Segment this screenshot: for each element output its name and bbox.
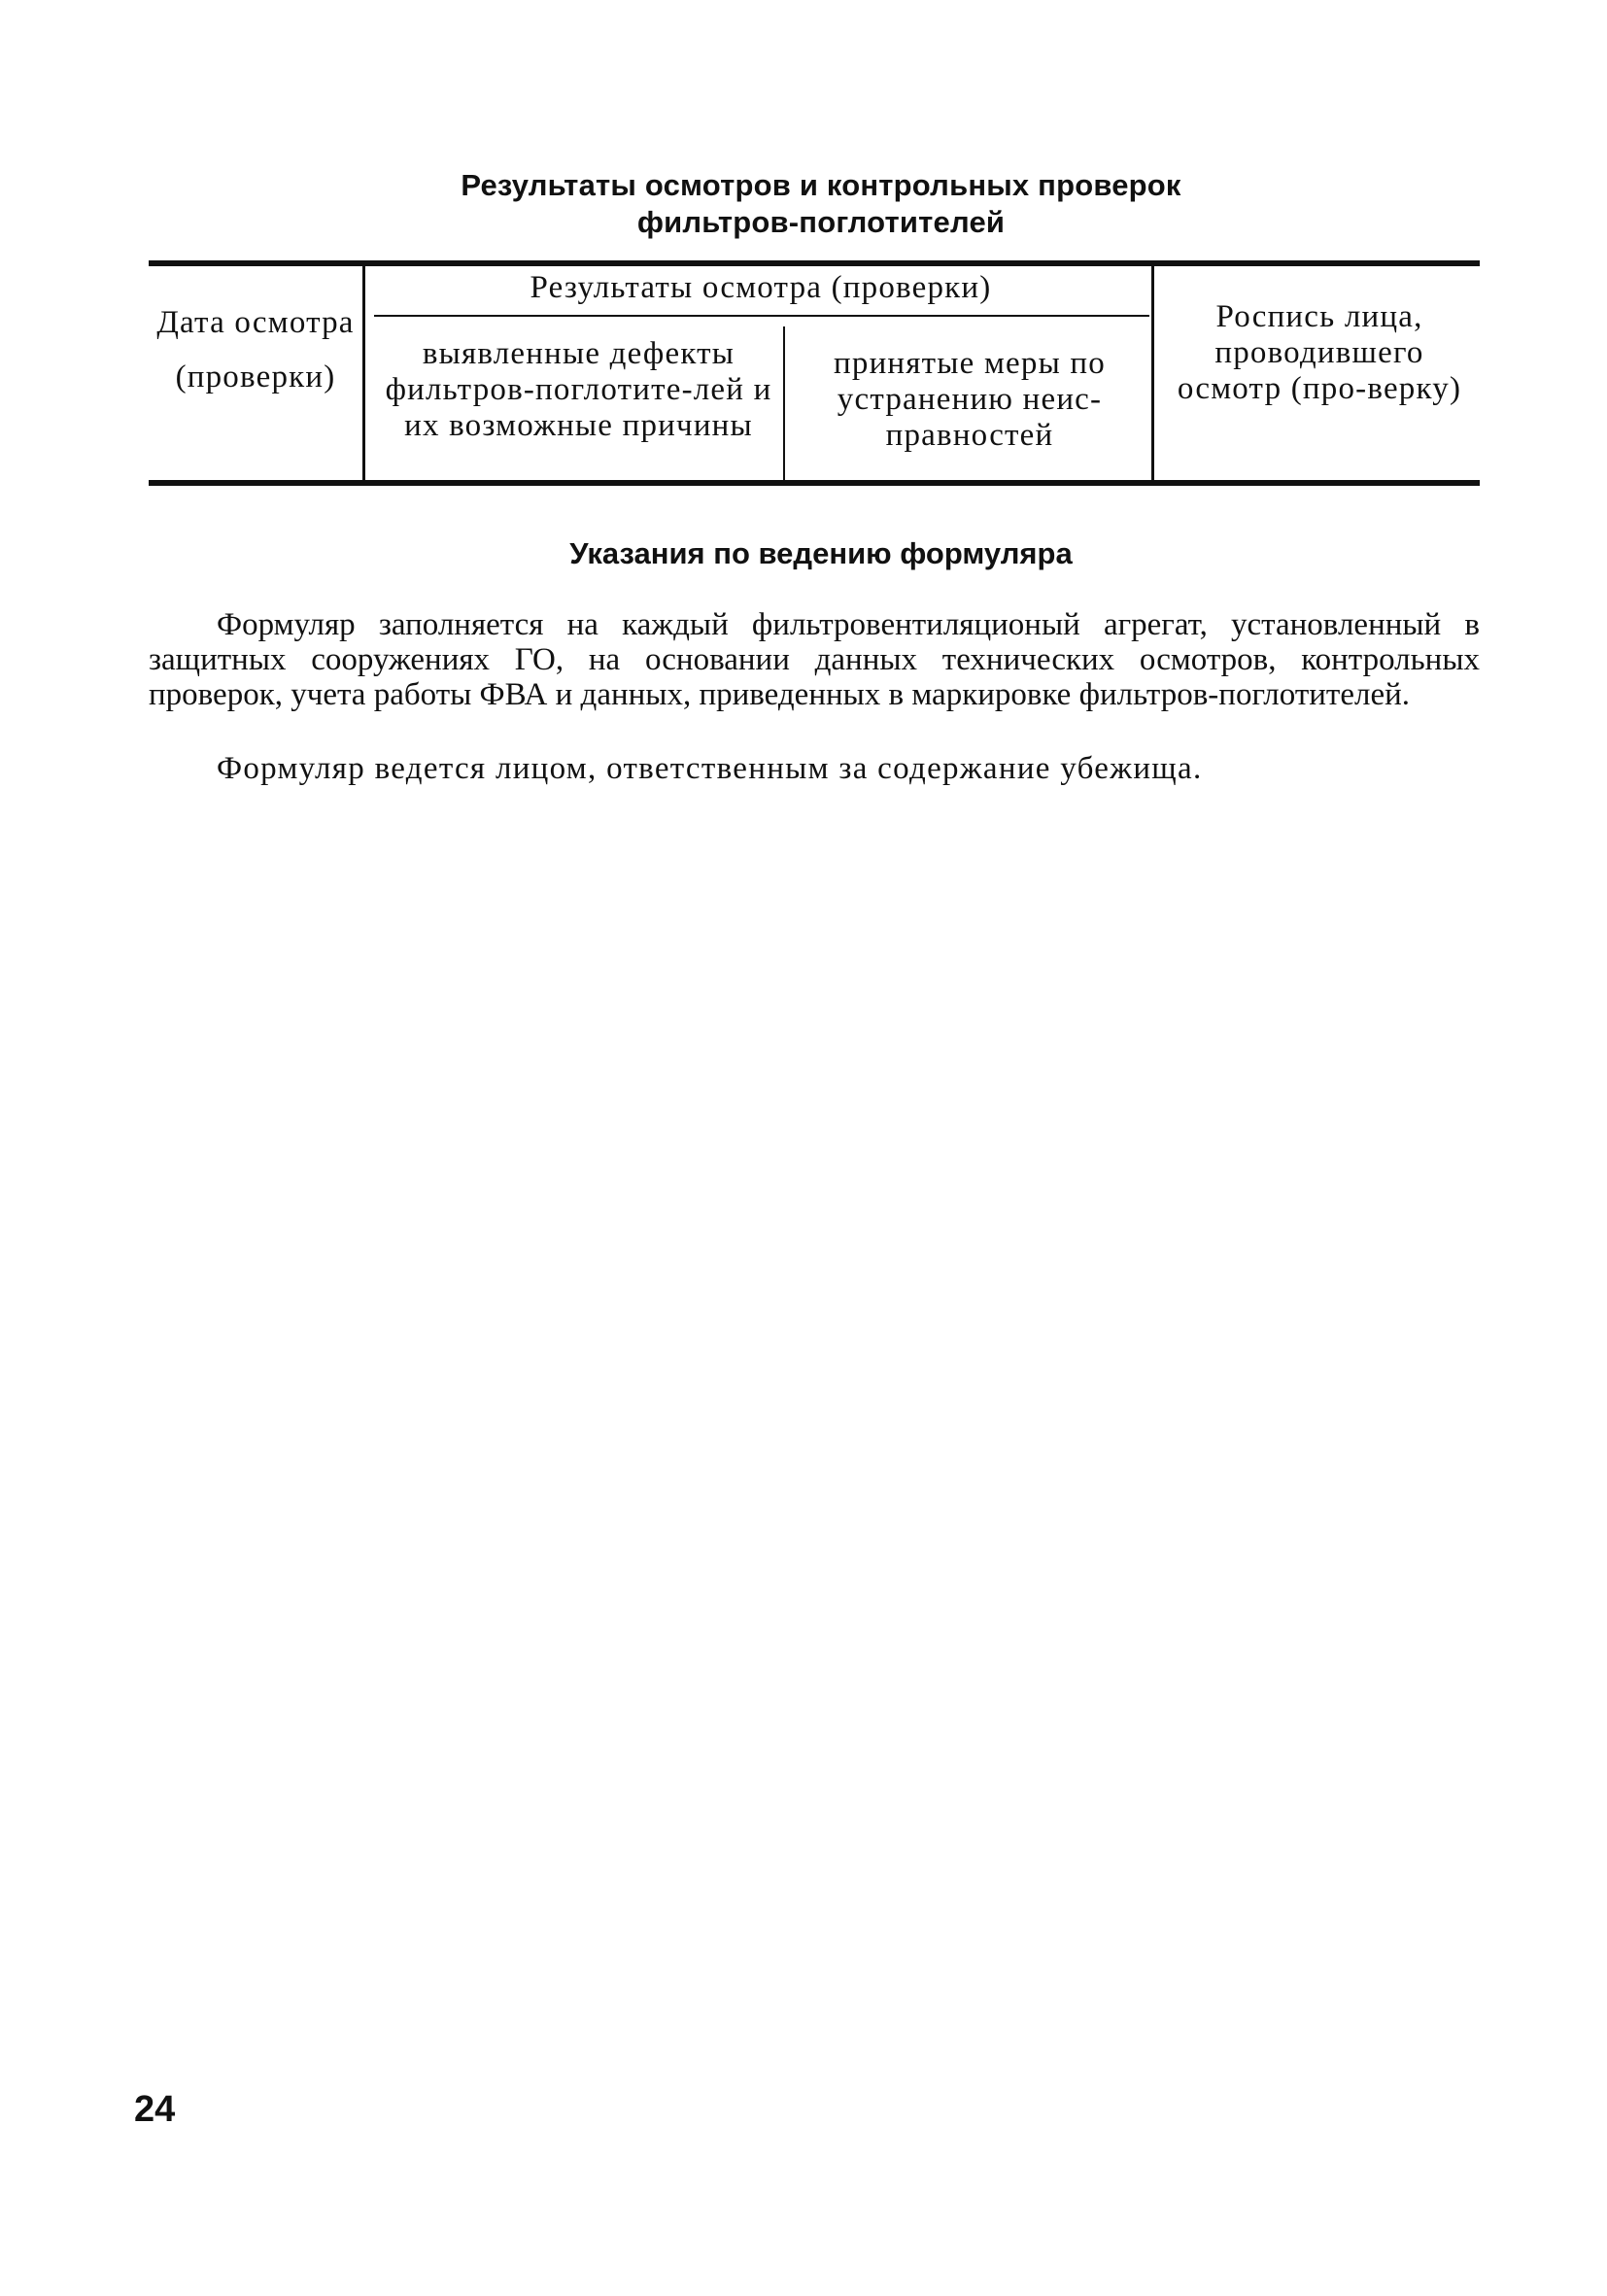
page-number: 24: [134, 2089, 176, 2130]
table-divider: [783, 326, 785, 480]
table-top-rule: [149, 260, 1480, 266]
paragraph-1: Формуляр заполняется на каждый фильтровентиляционый агрегат, установленный в защитных сооружениях ГО, на основании данных технических осмотров, контрольных проверок, учета работы ФВА и данных, приведенных в маркировке фильтров-поглотителей.: [149, 607, 1480, 712]
column-header-date: [149, 295, 362, 404]
section-title: Указания по ведению формуляра: [569, 536, 1073, 570]
inspection-results-table: [149, 260, 1480, 486]
table-divider: [1151, 266, 1154, 480]
table-bottom-rule: [149, 480, 1480, 486]
table-title-line2: фильтров-поглотителей: [636, 205, 1006, 239]
group-header-underline: [374, 315, 1149, 317]
table-title-line1: Результаты осмотров и контрольных проверок: [461, 168, 1181, 202]
column-header-defects: выявленные дефекты фильтров-поглотите-лей и их возможные причины: [385, 336, 772, 443]
column-header-measures: принятые меры по устранению неис-правностей: [834, 346, 1106, 453]
column-header-signature: Роспись лица, проводившего осмотр (про-верку): [1177, 299, 1462, 406]
table-divider: [362, 266, 365, 480]
paragraph-2: Формуляр ведется лицом, ответственным за содержание убежища.: [217, 751, 1203, 786]
column-group-header-results: Результаты осмотра (проверки): [530, 270, 992, 305]
date-header-text: Дата осмотра (проверки): [156, 305, 355, 394]
